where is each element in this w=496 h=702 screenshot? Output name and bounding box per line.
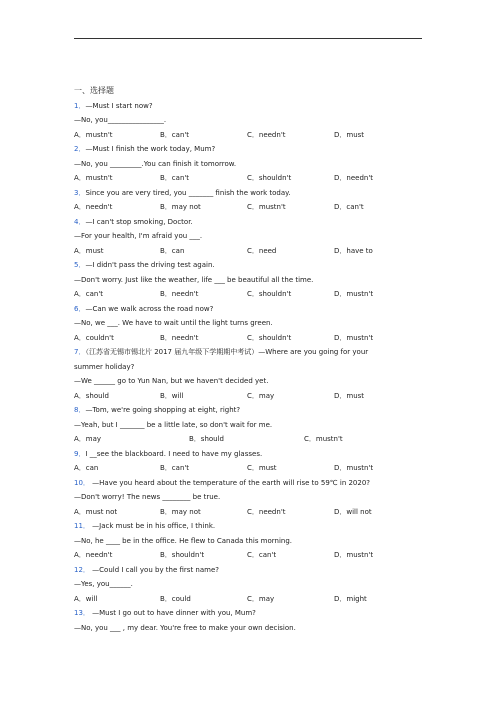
question-number: 5．	[74, 261, 86, 269]
option-b[interactable]: B．shouldn't	[160, 551, 205, 559]
option-a[interactable]: A．will	[74, 594, 98, 603]
option-d[interactable]: D．will not	[334, 507, 372, 516]
question-text: Since you are very tired, you _______ finish the work today.	[85, 188, 291, 197]
option-b[interactable]: B．can't	[160, 130, 190, 139]
option-b[interactable]: B．should	[189, 435, 224, 443]
question-text: —No, you________________.	[74, 116, 167, 124]
question-line	[74, 273, 424, 288]
question-number: 2．	[74, 145, 86, 153]
question-stem	[74, 142, 424, 157]
question-text: —Must I finish the work today, Mum?	[85, 145, 216, 153]
question-stem	[74, 215, 424, 230]
option-a[interactable]: A．must	[74, 246, 104, 255]
option-d[interactable]: D．might	[334, 594, 367, 603]
question-number: 13．	[74, 609, 90, 617]
option-b[interactable]: B．can't	[160, 464, 190, 472]
option-a[interactable]: A．mustn't	[74, 130, 113, 139]
option-a[interactable]: A．may	[74, 435, 102, 443]
question-stem	[74, 345, 424, 360]
option-c[interactable]: C．must	[247, 464, 277, 472]
answer-options	[74, 461, 424, 476]
option-d[interactable]: D．needn't	[334, 174, 373, 182]
option-c[interactable]: C．needn't	[247, 507, 286, 516]
question-text: I __see the blackboard. I need to have my glasses.	[85, 449, 263, 458]
option-b[interactable]: B．can	[160, 246, 185, 255]
option-d[interactable]: D．mustn't	[334, 551, 374, 559]
question-number: 10．	[74, 478, 90, 487]
option-b[interactable]: B．may not	[160, 203, 201, 211]
question-line	[74, 621, 424, 636]
question-stem	[74, 519, 424, 534]
answer-options	[74, 200, 424, 215]
question-number: 8．	[74, 406, 86, 414]
question-line	[74, 229, 424, 244]
question-line	[74, 534, 424, 549]
question-number: 7．	[74, 348, 86, 356]
option-a[interactable]: A．couldn't	[74, 333, 114, 342]
question-text: —No, we ___. We have to wait until the light turns green.	[74, 319, 273, 327]
question-number: 6．	[74, 304, 86, 313]
option-d[interactable]: D．can't	[334, 203, 364, 211]
question-text: —I didn't pass the driving test again.	[85, 261, 215, 269]
question-text: —Must I go out to have dinner with you, Mum?	[89, 609, 256, 617]
question-list	[74, 84, 424, 635]
question-text: —We ______ go to Yun Nan, but we haven't decided yet.	[74, 377, 269, 385]
option-c[interactable]: C．may	[247, 594, 275, 603]
question-number: 4．	[74, 217, 86, 226]
question-text: —Tom, we're going shopping at eight, right?	[85, 406, 241, 414]
option-a[interactable]: A．can	[74, 464, 99, 472]
option-b[interactable]: B．will	[160, 391, 184, 400]
option-b[interactable]: B．could	[160, 594, 191, 603]
question-text: —No, he ____ be in the office. He flew to Canada this morning.	[74, 536, 293, 545]
section-title: 一、选择题	[74, 86, 114, 95]
option-c[interactable]: C．may	[247, 391, 275, 400]
question-line	[74, 490, 424, 505]
question-stem	[74, 302, 424, 317]
question-line	[74, 113, 424, 128]
question-stem	[74, 606, 424, 621]
option-d[interactable]: D．mustn't	[334, 464, 374, 472]
answer-options	[74, 432, 424, 447]
question-text: —No, you _________.You can finish it tomorrow.	[74, 159, 237, 168]
question-text: —Don't worry! The news ________ be true.	[74, 493, 221, 501]
question-line	[74, 418, 424, 433]
option-c[interactable]: C．mustn't	[304, 435, 343, 443]
question-text: —I can't stop smoking, Doctor.	[85, 217, 193, 226]
question-text: —Don't worry. Just like the weather, life ___ be beautiful all the time.	[74, 275, 314, 284]
question-stem	[74, 563, 424, 578]
question-number: 12．	[74, 565, 90, 574]
header-rule	[74, 38, 422, 39]
question-number: 3．	[74, 188, 86, 197]
option-a[interactable]: A．must not	[74, 507, 118, 516]
question-text: —Yes, you______.	[74, 580, 133, 588]
question-text: —For your health, I'm afraid you ___.	[74, 232, 203, 240]
option-c[interactable]: C．shouldn't	[247, 290, 292, 298]
option-c[interactable]: C．can't	[247, 551, 277, 559]
option-b[interactable]: B．needn't	[160, 290, 199, 298]
question-number: 9．	[74, 449, 86, 458]
question-text: summer holiday?	[74, 362, 135, 371]
option-c[interactable]: C．need	[247, 246, 277, 255]
option-b[interactable]: B．can't	[160, 174, 190, 182]
answer-options	[74, 128, 424, 143]
question-stem	[74, 403, 424, 418]
question-line	[74, 360, 424, 375]
question-text: —Yeah, but I _______ be a little late, so don't wait for me.	[74, 420, 273, 429]
option-b[interactable]: B．may not	[160, 507, 201, 516]
question-number: 11．	[74, 522, 90, 530]
question-line	[74, 157, 424, 172]
question-line	[74, 374, 424, 389]
question-text: —Have you heard about the temperature of the earth will rise to 59℃ in 2020?	[89, 478, 371, 487]
question-text: —Must I start now?	[85, 101, 153, 110]
question-stem	[74, 99, 424, 114]
option-d[interactable]: D．must	[334, 130, 365, 139]
option-c[interactable]: C．needn't	[247, 130, 286, 139]
answer-options	[74, 389, 424, 404]
answer-options	[74, 505, 424, 520]
question-number: 1．	[74, 101, 86, 110]
option-a[interactable]: A．needn't	[74, 203, 113, 211]
option-d[interactable]: D．must	[334, 391, 365, 400]
question-text: —Jack must be in his office, I think.	[89, 522, 216, 530]
answer-options	[74, 331, 424, 346]
answer-options	[74, 244, 424, 259]
option-c[interactable]: C．shouldn't	[247, 333, 292, 342]
option-b[interactable]: B．needn't	[160, 333, 199, 342]
question-stem	[74, 186, 424, 201]
question-stem	[74, 447, 424, 462]
option-a[interactable]: A．should	[74, 391, 109, 400]
option-c[interactable]: C．shouldn't	[247, 174, 292, 182]
question-text: —Can we walk across the road now?	[85, 304, 214, 313]
answer-options	[74, 592, 424, 607]
question-line	[74, 577, 424, 592]
option-d[interactable]: D．have to	[334, 246, 373, 255]
option-a[interactable]: A．needn't	[74, 551, 113, 559]
question-text: —No, you ___ , my dear. You're free to make your own decision.	[74, 623, 296, 632]
answer-options	[74, 287, 424, 302]
question-line	[74, 316, 424, 331]
question-stem	[74, 258, 424, 273]
question-stem	[74, 476, 424, 491]
option-a[interactable]: A．can't	[74, 290, 104, 298]
answer-options	[74, 171, 424, 186]
option-a[interactable]: A．mustn't	[74, 174, 113, 182]
question-text: （江苏省无锡市锡北片 2017 届九年级下学期期中考试）—Where are you going for your	[85, 348, 369, 356]
option-d[interactable]: D．mustn't	[334, 290, 374, 298]
answer-options	[74, 548, 424, 563]
option-d[interactable]: D．mustn't	[334, 333, 374, 342]
option-c[interactable]: C．mustn't	[247, 203, 286, 211]
question-text: —Could I call you by the first name?	[89, 565, 219, 574]
